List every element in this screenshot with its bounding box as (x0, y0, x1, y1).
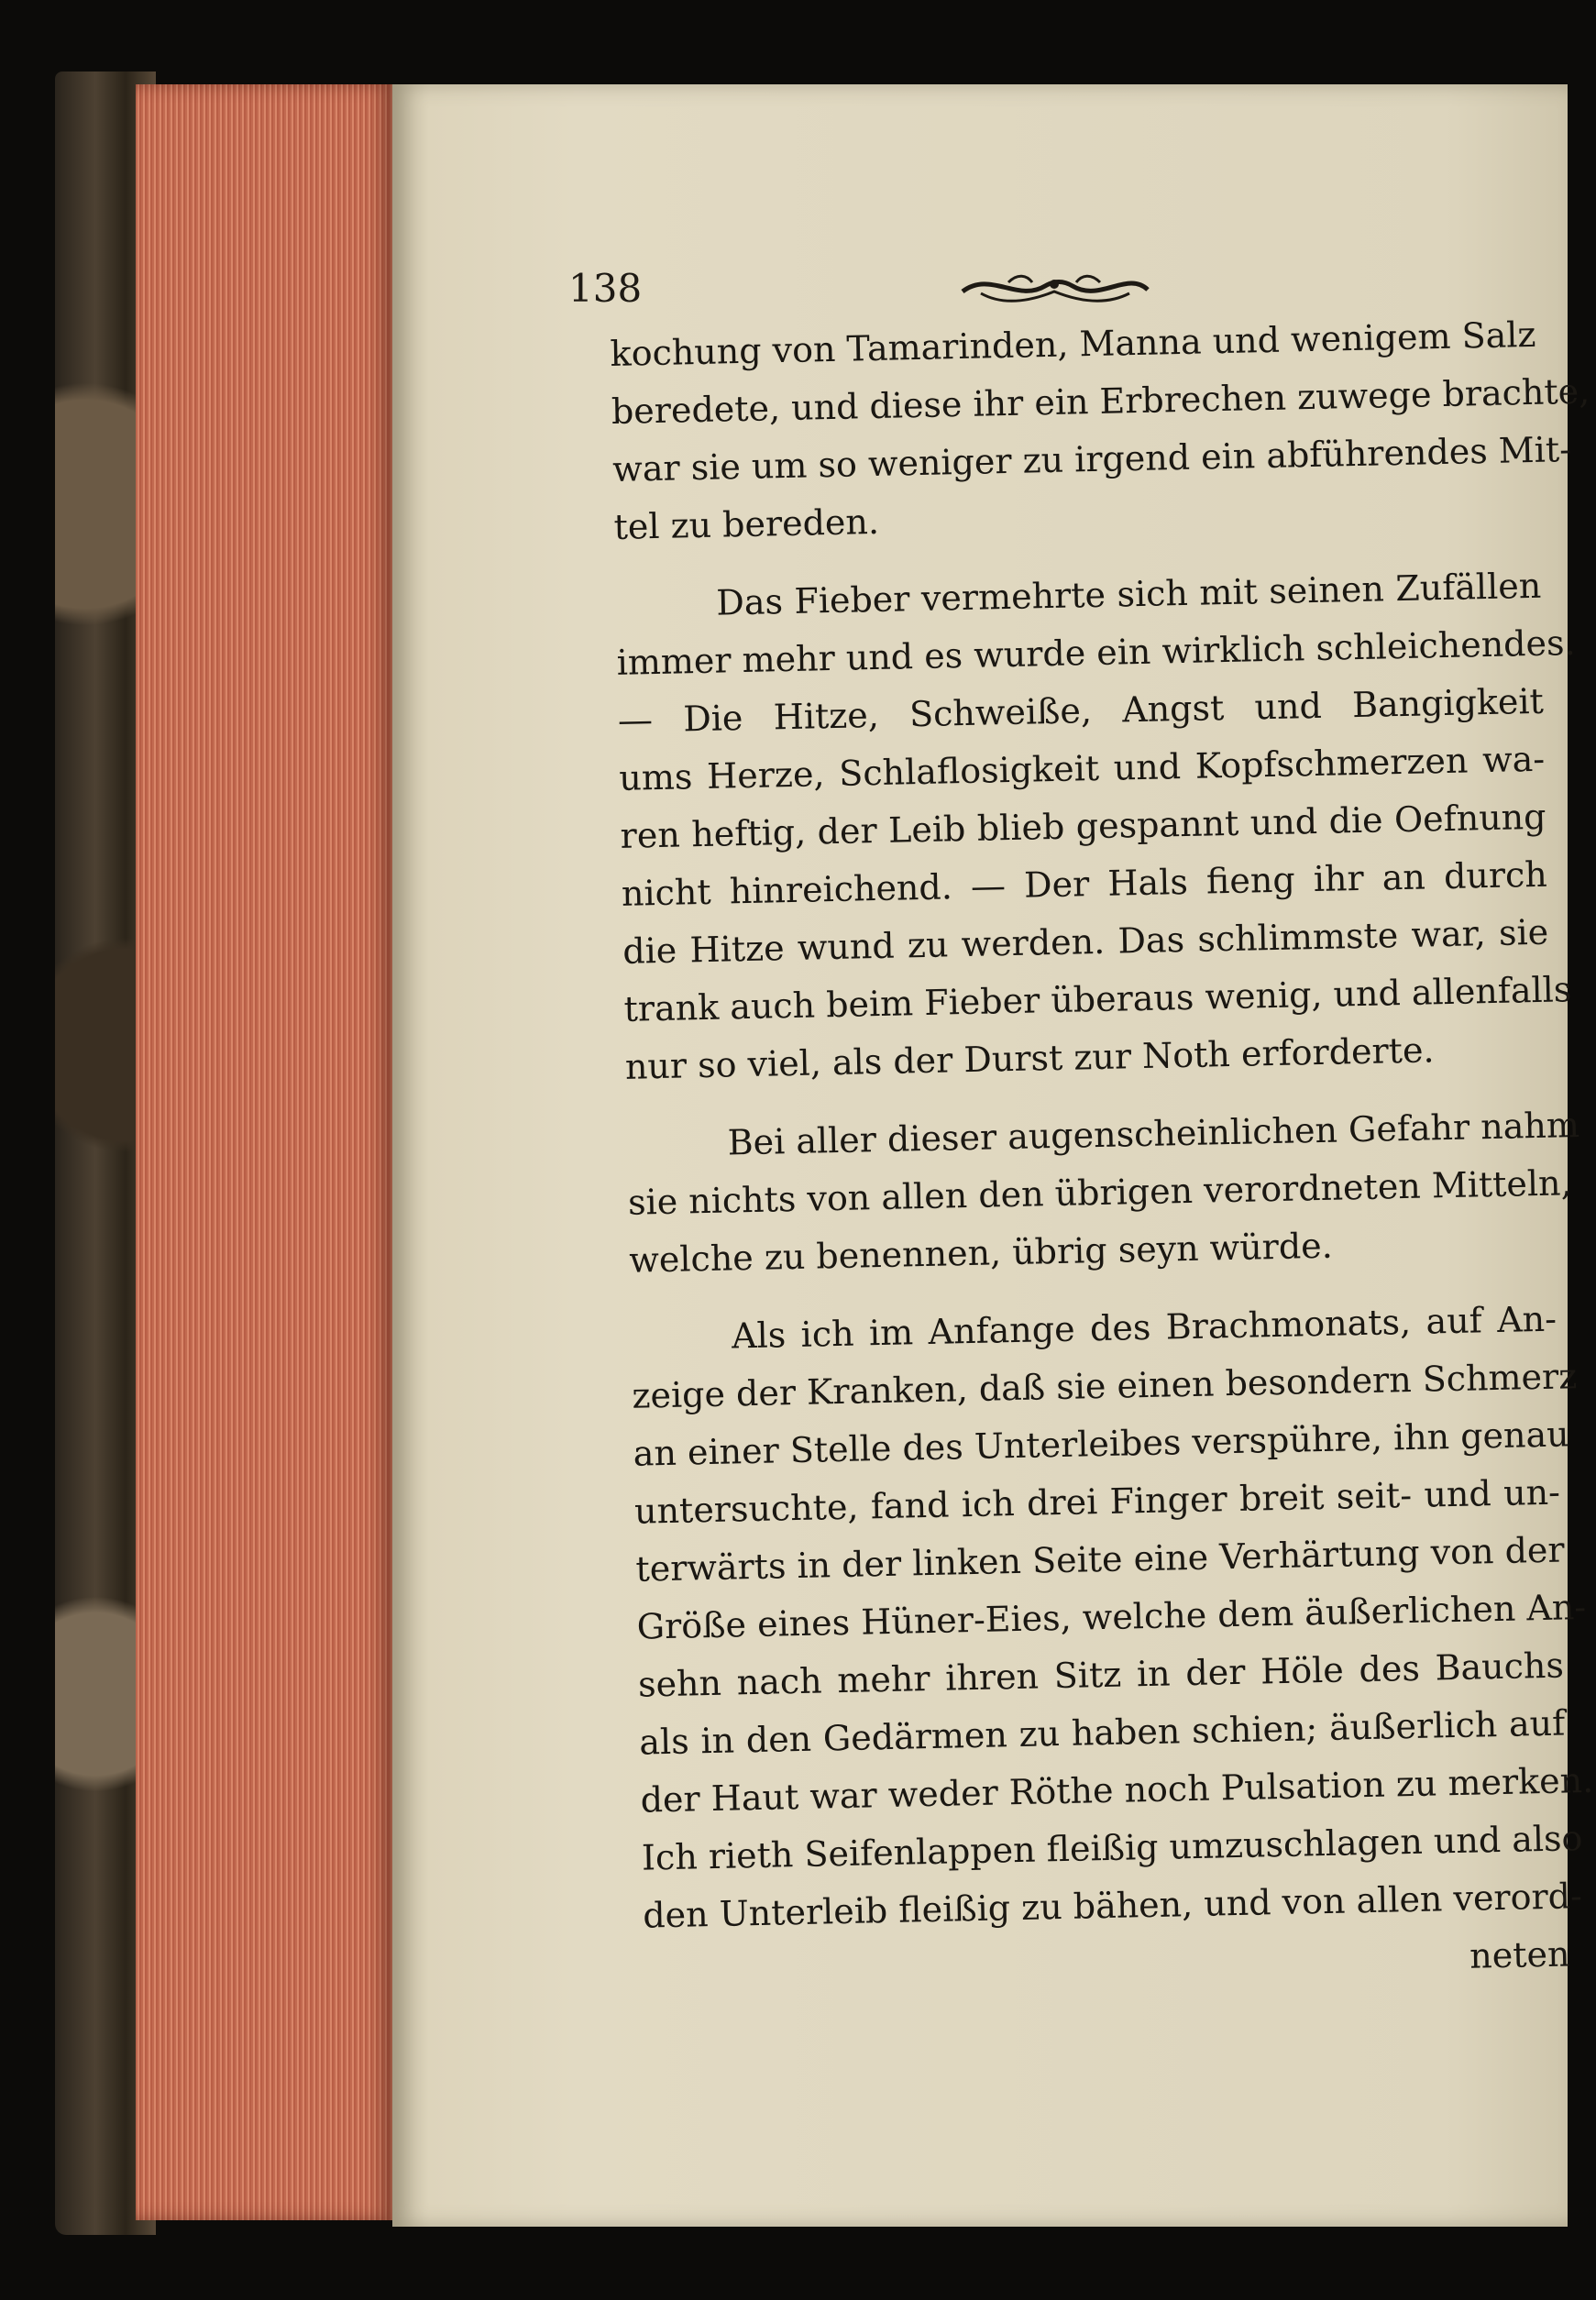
body-text (610, 306, 1594, 2003)
text-line: tel zu bereden. (613, 501, 880, 547)
page-edges (136, 84, 394, 2220)
page-number: 138 (568, 266, 643, 311)
text-line: ums Herze, Schlaflosigkeit und Kopfschmerzen wa- (618, 738, 1546, 798)
text-line: nur so viel, als der Durst zur Noth erforderte. (624, 1029, 1435, 1087)
ornament-icon (953, 266, 1155, 310)
text-line: trank auch beim Fieber überaus wenig, und allenfalls (623, 969, 1572, 1029)
text-line: welche zu benennen, übrig seyn würde. (628, 1225, 1334, 1281)
text-line: kochung von Tamarinden, Manna und wenigem Salz (610, 314, 1536, 374)
text-line: beredete, und diese ihr ein Erbrechen zuwege brachte, (611, 370, 1590, 432)
text-line: sehn nach mehr ihren Sitz in der Höle des Bauchs (637, 1645, 1565, 1705)
text-line: immer mehr und es wurde ein wirklich schleichendes. (616, 622, 1576, 683)
text-line: den Unterleib fleißig zu bähen, und von allen verord- (642, 1876, 1583, 1936)
text-line: Bei aller dieser augenscheinlichen Gefahr nahm (727, 1105, 1580, 1163)
text-line: sie nichts von allen den übrigen verordneten Mitteln, (627, 1162, 1573, 1223)
text-line: nicht hinreichend. — Der Hals fieng ihr an durch (621, 853, 1548, 914)
text-line: ren heftig, der Leib blieb gespannt und die Oefnung (620, 796, 1546, 856)
text-line: Größe eines Hüner-Eies, welche dem äußerlichen An- (636, 1587, 1587, 1647)
text-line: Als ich im Anfange des Brachmonats, auf An- (731, 1298, 1557, 1357)
text-line: als in den Gedärmen zu haben schien; äußerlich auf (638, 1702, 1566, 1763)
text-line: — Die Hitze, Schweiße, Angst und Bangigkeit (617, 680, 1545, 741)
text-line: an einer Stelle des Unterleibes verspühre, ihn genau (633, 1414, 1570, 1474)
text-line: Ich rieth Seifenlappen fleißig umzuschlagen und also (641, 1818, 1583, 1878)
text-line: untersuchte, fand ich drei Finger breit seit- und un- (633, 1471, 1561, 1532)
text-line: Das Fieber vermehrte sich mit seinen Zufällen (715, 565, 1542, 623)
text-line: die Hitze wund zu werden. Das schlimmste war, sie (622, 911, 1549, 972)
text-line: neten (1469, 1933, 1570, 1976)
text-line: der Haut war weder Röthe noch Pulsation zu merken. (640, 1759, 1594, 1821)
text-line: zeige der Kranken, daß sie einen besondern Schmerz (632, 1356, 1578, 1416)
text-line: war sie um so weniger zu irgend ein abführendes Mit- (611, 429, 1572, 490)
text-line: terwärts in der linken Seite eine Verhärtung von der (634, 1529, 1565, 1590)
